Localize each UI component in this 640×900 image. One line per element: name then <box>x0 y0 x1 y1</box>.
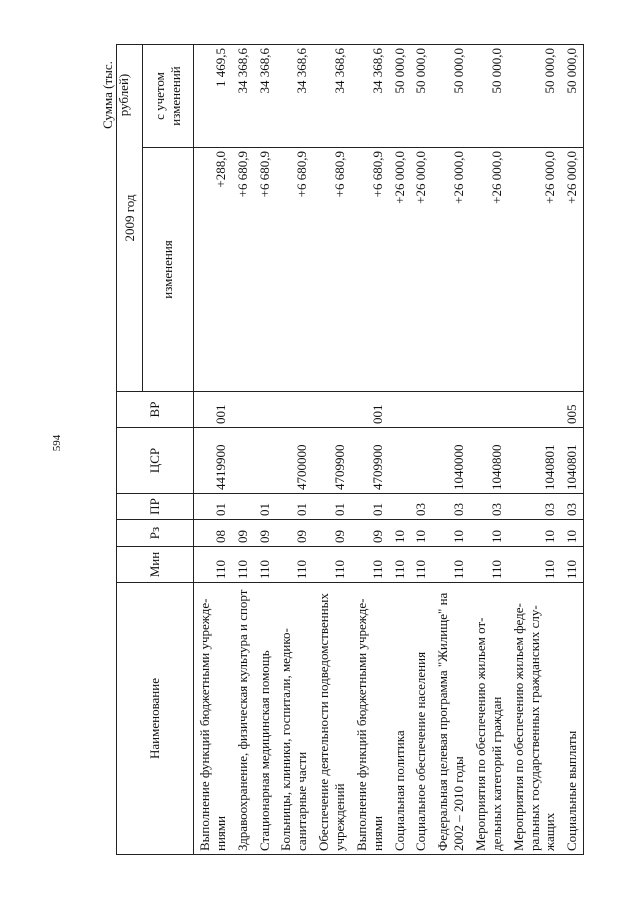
row-csr: 1040000 <box>432 428 470 494</box>
row-pr: 03 <box>410 494 432 520</box>
row-total: 50 000,0 <box>508 45 562 148</box>
table-row <box>561 45 583 855</box>
row-change: +26 000,0 <box>389 148 411 392</box>
row-min: 110 <box>194 547 232 583</box>
row-pr: 03 <box>470 494 508 520</box>
row-min: 110 <box>254 547 276 583</box>
row-rz: 09 <box>232 520 254 547</box>
row-min: 110 <box>351 547 389 583</box>
row-rz: 10 <box>508 520 562 547</box>
row-min: 110 <box>508 547 562 583</box>
row-rz: 09 <box>275 520 313 547</box>
table-body <box>194 45 584 855</box>
row-min: 110 <box>389 547 411 583</box>
table-row <box>254 45 276 855</box>
row-csr <box>389 428 411 494</box>
row-change: +6 680,9 <box>313 148 351 392</box>
row-csr: 1040800 <box>470 428 508 494</box>
row-name: Обеспечение деятельности подведомственных учреждений <box>313 583 351 855</box>
row-vr <box>275 392 313 428</box>
header-name: Наименование <box>117 583 194 855</box>
row-csr: 4419900 <box>194 428 232 494</box>
row-pr: 01 <box>275 494 313 520</box>
row-pr: 03 <box>508 494 562 520</box>
page-number: 594 <box>51 434 63 452</box>
row-total: 34 368,6 <box>313 45 351 148</box>
row-csr <box>232 428 254 494</box>
row-change: +26 000,0 <box>508 148 562 392</box>
row-total: 34 368,6 <box>351 45 389 148</box>
row-rz: 09 <box>351 520 389 547</box>
row-vr <box>254 392 276 428</box>
row-rz: 10 <box>470 520 508 547</box>
row-csr <box>410 428 432 494</box>
row-rz: 08 <box>194 520 232 547</box>
row-change: +6 680,9 <box>254 148 276 392</box>
row-csr: 4700000 <box>275 428 313 494</box>
row-name: Стационарная медицинская помощь <box>254 583 276 855</box>
row-total: 50 000,0 <box>561 45 583 148</box>
row-change: +288,0 <box>194 148 232 392</box>
row-name: Социальная политика <box>389 583 411 855</box>
row-change: +6 680,9 <box>232 148 254 392</box>
table-row <box>470 45 508 855</box>
rotated-page-content <box>100 45 580 855</box>
row-change: +26 000,0 <box>432 148 470 392</box>
header-vr: ВР <box>117 392 194 428</box>
header-year: 2009 год <box>117 45 143 392</box>
table-header <box>117 45 194 855</box>
row-pr: 03 <box>561 494 583 520</box>
budget-table <box>116 44 584 855</box>
row-min: 110 <box>410 547 432 583</box>
row-change: +6 680,9 <box>275 148 313 392</box>
row-csr: 1040801 <box>561 428 583 494</box>
table-row <box>275 45 313 855</box>
row-vr: 001 <box>351 392 389 428</box>
row-rz: 10 <box>432 520 470 547</box>
table-row <box>389 45 411 855</box>
row-csr: 4709900 <box>313 428 351 494</box>
header-pr: ПР <box>117 494 194 520</box>
row-name: Здравоохранение, физическая культура и спорт <box>232 583 254 855</box>
header-csr: ЦСР <box>117 428 194 494</box>
header-rz: Рз <box>117 520 194 547</box>
table-row <box>351 45 389 855</box>
row-pr <box>389 494 411 520</box>
row-min: 110 <box>561 547 583 583</box>
row-vr <box>508 392 562 428</box>
row-vr <box>389 392 411 428</box>
row-min: 110 <box>432 547 470 583</box>
row-min: 110 <box>313 547 351 583</box>
row-name: Выполнение функций бюджетными учрежде-ниями <box>351 583 389 855</box>
row-vr <box>232 392 254 428</box>
row-min: 110 <box>232 547 254 583</box>
table-row <box>432 45 470 855</box>
table-row <box>194 45 232 855</box>
row-name: Социальные выплаты <box>561 583 583 855</box>
row-vr <box>432 392 470 428</box>
row-total: 50 000,0 <box>389 45 411 148</box>
row-change: +6 680,9 <box>351 148 389 392</box>
table-row <box>313 45 351 855</box>
row-pr: 01 <box>313 494 351 520</box>
row-vr <box>410 392 432 428</box>
row-min: 110 <box>275 547 313 583</box>
row-total: 34 368,6 <box>254 45 276 148</box>
row-csr: 1040801 <box>508 428 562 494</box>
table-row <box>508 45 562 855</box>
row-total: 50 000,0 <box>470 45 508 148</box>
row-rz: 10 <box>410 520 432 547</box>
row-change: +26 000,0 <box>470 148 508 392</box>
row-total: 1 469,5 <box>194 45 232 148</box>
row-total: 50 000,0 <box>410 45 432 148</box>
row-name: Больницы, клиники, госпитали, медико-санитарные части <box>275 583 313 855</box>
header-with-changes: с учетом изменений <box>143 45 194 148</box>
row-pr: 01 <box>351 494 389 520</box>
row-change: +26 000,0 <box>410 148 432 392</box>
table-row <box>232 45 254 855</box>
unit-label: Сумма (тыс. рублей) <box>100 61 131 129</box>
row-pr: 01 <box>254 494 276 520</box>
row-pr: 01 <box>194 494 232 520</box>
row-vr: 005 <box>561 392 583 428</box>
row-total: 34 368,6 <box>275 45 313 148</box>
row-change: +26 000,0 <box>561 148 583 392</box>
row-rz: 09 <box>254 520 276 547</box>
row-vr <box>470 392 508 428</box>
row-vr <box>313 392 351 428</box>
row-name: Мероприятия по обеспечению жильем от-дельных категорий граждан <box>470 583 508 855</box>
row-rz: 09 <box>313 520 351 547</box>
row-rz: 10 <box>389 520 411 547</box>
table-row <box>410 45 432 855</box>
row-min: 110 <box>470 547 508 583</box>
row-total: 50 000,0 <box>432 45 470 148</box>
row-pr: 03 <box>432 494 470 520</box>
row-name: Выполнение функций бюджетными учрежде-ниями <box>194 583 232 855</box>
row-pr <box>232 494 254 520</box>
header-changes: изменения <box>143 148 194 392</box>
row-name: Социальное обеспечение населения <box>410 583 432 855</box>
row-name: Мероприятия по обеспечению жильем феде-ральных государственных гражданских слу-жащих <box>508 583 562 855</box>
row-csr <box>254 428 276 494</box>
row-vr: 001 <box>194 392 232 428</box>
row-rz: 10 <box>561 520 583 547</box>
row-csr: 4709900 <box>351 428 389 494</box>
row-name: Федеральная целевая программа "Жилище" на 2002 – 2010 годы <box>432 583 470 855</box>
header-min: Мин <box>117 547 194 583</box>
row-total: 34 368,6 <box>232 45 254 148</box>
